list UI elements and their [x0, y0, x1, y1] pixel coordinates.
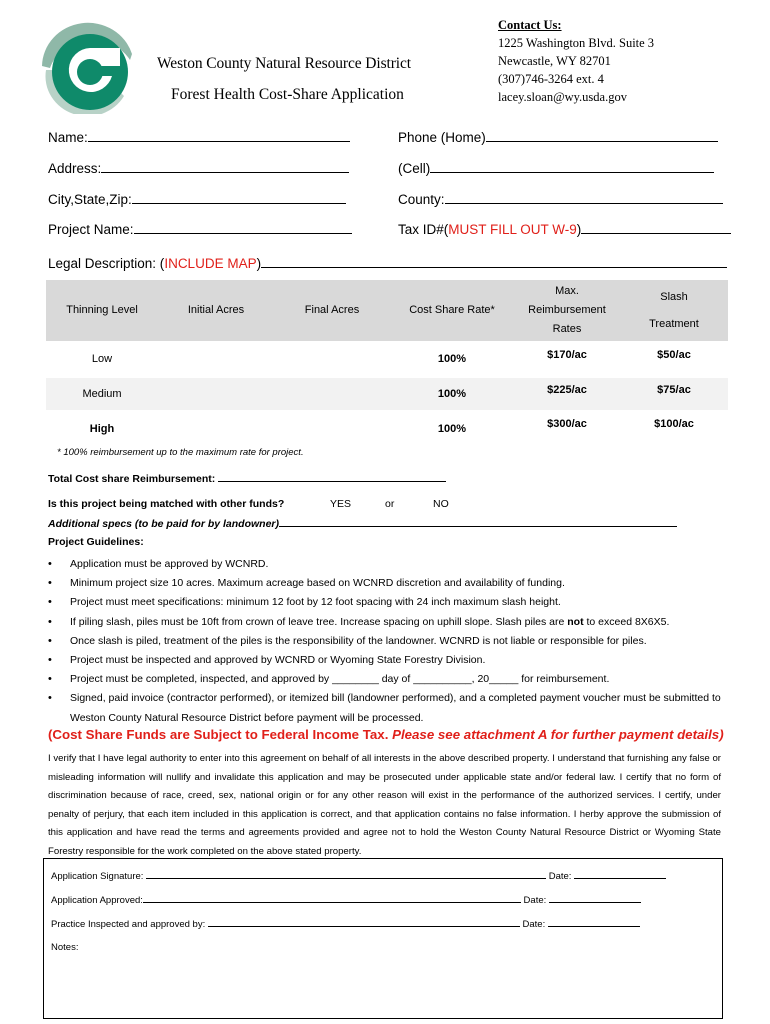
list-item [48, 613, 728, 632]
total-reimbursement-label: Total Cost share Reimbursement: [48, 473, 216, 485]
header-max-reimbursement [514, 280, 620, 342]
address-label: Address: [48, 161, 102, 176]
header-max-line2: Reimbursement [528, 304, 606, 316]
tax-id-close: ) [576, 222, 582, 237]
list-item: • Project must meet specifications: minimum 12 foot by 12 foot spacing with 24 inch maximum slash height. [48, 593, 728, 612]
legal-label: Legal Description: ( [48, 256, 165, 271]
county-field [398, 190, 723, 207]
notes-label: Notes: [51, 942, 79, 953]
legal-input-line[interactable] [261, 254, 727, 268]
guidelines-list [48, 555, 728, 728]
total-reimbursement-field [48, 472, 446, 485]
tax-id-field [398, 220, 731, 237]
cost-share-rate-table [46, 280, 728, 446]
header-initial-acres: Initial Acres [158, 280, 274, 342]
row-initial-acres[interactable] [158, 342, 274, 377]
row-slash: $75/ac [620, 377, 728, 412]
project-name-field [48, 220, 352, 237]
approved-date-line[interactable] [549, 893, 641, 903]
table-header-row [46, 280, 728, 342]
table-row [46, 377, 728, 412]
rate-footnote: * 100% reimbursement up to the maximum rate for project. [57, 447, 304, 458]
row-level: High [46, 411, 158, 446]
name-field [48, 128, 350, 145]
approved-row [51, 893, 641, 906]
contact-address-line1: 1225 Washington Blvd. Suite 3 [498, 36, 655, 50]
district-logo [36, 18, 140, 114]
signature-date-label: Date: [548, 871, 572, 882]
tax-id-label: Tax ID#( [398, 222, 449, 237]
matched-no-option[interactable]: NO [433, 498, 449, 510]
matched-yes-option[interactable]: YES [330, 498, 352, 510]
header-cost-share-rate: Cost Share Rate* [390, 280, 514, 342]
header-slash-line2: Treatment [649, 317, 699, 330]
guideline-4-end: to exceed 8X6X5. [583, 615, 670, 628]
approved-input-line[interactable] [143, 893, 521, 903]
list-item: • Project must be completed, inspected, and approved by ________ day of __________, 20_____ for reimbursement. [48, 670, 728, 689]
phone-home-field [398, 128, 718, 145]
address-field [48, 159, 349, 176]
project-name-input-line[interactable] [134, 220, 352, 234]
row-slash: $50/ac [620, 342, 728, 377]
total-reimbursement-input-line[interactable] [218, 472, 446, 482]
signature-date-line[interactable] [574, 869, 666, 879]
list-item: • Project must be inspected and approved by WCNRD or Wyoming State Forestry Division. [48, 651, 728, 670]
form-title: Forest Health Cost-Share Application [171, 86, 404, 103]
additional-specs-label: Additional specs (to be paid for by landowner) [48, 518, 280, 530]
inspected-date-label: Date: [522, 919, 546, 930]
header-thinning-level: Thinning Level [46, 280, 158, 342]
contact-address-line2: Newcastle, WY 82701 [498, 54, 611, 68]
table-row [46, 411, 728, 446]
guideline-4-emphasis: not [567, 615, 584, 628]
row-final-acres[interactable] [274, 342, 390, 377]
city-field [48, 190, 346, 207]
contact-phone: (307)746-3264 ext. 4 [498, 72, 604, 86]
county-input-line[interactable] [445, 190, 723, 204]
list-item: • Application must be approved by WCNRD. [48, 555, 728, 574]
inspected-row [51, 917, 640, 930]
tax-notice-part2: Please see attachment A for further payment details) [392, 727, 724, 742]
additional-specs-input-line[interactable] [279, 517, 677, 527]
header-max-line1: Max. [555, 285, 579, 297]
cell-field [398, 159, 714, 176]
row-max: $225/ac [514, 377, 620, 412]
row-slash: $100/ac [620, 411, 728, 446]
legal-description-field [48, 254, 727, 271]
address-input-line[interactable] [101, 159, 349, 173]
name-label: Name: [48, 130, 88, 145]
inspected-date-line[interactable] [548, 917, 640, 927]
signature-box [43, 858, 723, 1019]
organization-name: Weston County Natural Resource District [157, 55, 411, 72]
tax-notice-part1: (Cost Share Funds are Subject to Federal Income Tax. [48, 727, 393, 742]
guidelines-heading: Project Guidelines: [48, 536, 144, 548]
signature-row [51, 869, 666, 882]
table-row [46, 342, 728, 377]
row-initial-acres[interactable] [158, 411, 274, 446]
city-label: City,State,Zip: [48, 192, 132, 207]
guideline-4-text: If piling slash, piles must be 10ft from crown of leave tree. Increase spacing on uphill slope. Slash piles are [70, 615, 568, 628]
header-slash-treatment [620, 280, 728, 342]
county-label: County: [398, 192, 445, 207]
inspected-input-line[interactable] [208, 917, 520, 927]
header-max-line3: Rates [552, 323, 582, 335]
contact-block [498, 16, 654, 106]
row-final-acres[interactable] [274, 377, 390, 412]
row-rate: 100% [390, 411, 514, 446]
row-final-acres[interactable] [274, 411, 390, 446]
phone-home-label: Phone (Home) [398, 130, 486, 145]
row-level: Low [46, 342, 158, 377]
row-level: Medium [46, 377, 158, 412]
header-final-acres: Final Acres [274, 280, 390, 342]
tax-notice [48, 727, 724, 742]
certification-text: I verify that I have legal authority to enter into this agreement on behalf of all interests in the above described property. I understand that furnishing any false or misleading information will nullify and invalidate this application and may be prosecuted under applicable state and/or federal law. I certify that no form of discrimination because of race, creed, sex, national origin or for any other reason will exist in the performance of the authorized services. I certify, under penalty of perjury, that each item included in this application is correct, and that application contains no false information. I herby approve the submission of this application and have read the terms and agreements provided and agree not to hold the Weston County Natural Resource District or Wyoming State Forestry responsible for the work completed on the above stated property. [48, 753, 721, 857]
header-slash-line1: Slash [660, 290, 688, 303]
signature-input-line[interactable] [146, 869, 546, 879]
inspected-label: Practice Inspected and approved by: [51, 919, 206, 930]
cell-label: (Cell) [398, 161, 431, 176]
contact-heading: Contact Us: [498, 18, 562, 32]
legal-note: INCLUDE MAP [164, 256, 257, 271]
approved-date-label: Date: [523, 895, 547, 906]
matched-or-text: or [385, 498, 395, 510]
matched-funds-question: Is this project being matched with other funds? [48, 498, 285, 510]
row-max: $170/ac [514, 342, 620, 377]
signature-label: Application Signature: [51, 871, 144, 882]
approved-label: Application Approved: [51, 895, 143, 906]
tax-id-input-line[interactable] [581, 220, 731, 234]
cell-input-line[interactable] [430, 159, 714, 173]
name-input-line[interactable] [88, 128, 350, 142]
project-name-label: Project Name: [48, 222, 134, 237]
legal-close: ) [256, 256, 262, 271]
row-initial-acres[interactable] [158, 377, 274, 412]
row-rate: 100% [390, 377, 514, 412]
list-item: • Signed, paid invoice (contractor performed), or itemized bill (landowner performed), and a completed payment voucher must be submitted to Weston County Natural Resource District before payment will be processed. [48, 689, 728, 727]
row-rate: 100% [390, 342, 514, 377]
contact-email[interactable]: lacey.sloan@wy.usda.gov [498, 90, 627, 104]
row-max: $300/ac [514, 411, 620, 446]
city-input-line[interactable] [132, 190, 346, 204]
notes-area[interactable] [51, 959, 715, 1013]
list-item: • Minimum project size 10 acres. Maximum acreage based on WCNRD discretion and availability of funding. [48, 574, 728, 593]
additional-specs-field [48, 517, 677, 530]
list-item: • Once slash is piled, treatment of the piles is the responsibility of the landowner. WCNRD is not liable or responsible for piles. [48, 632, 728, 651]
tax-id-note: MUST FILL OUT W-9 [448, 222, 577, 237]
phone-home-input-line[interactable] [486, 128, 718, 142]
